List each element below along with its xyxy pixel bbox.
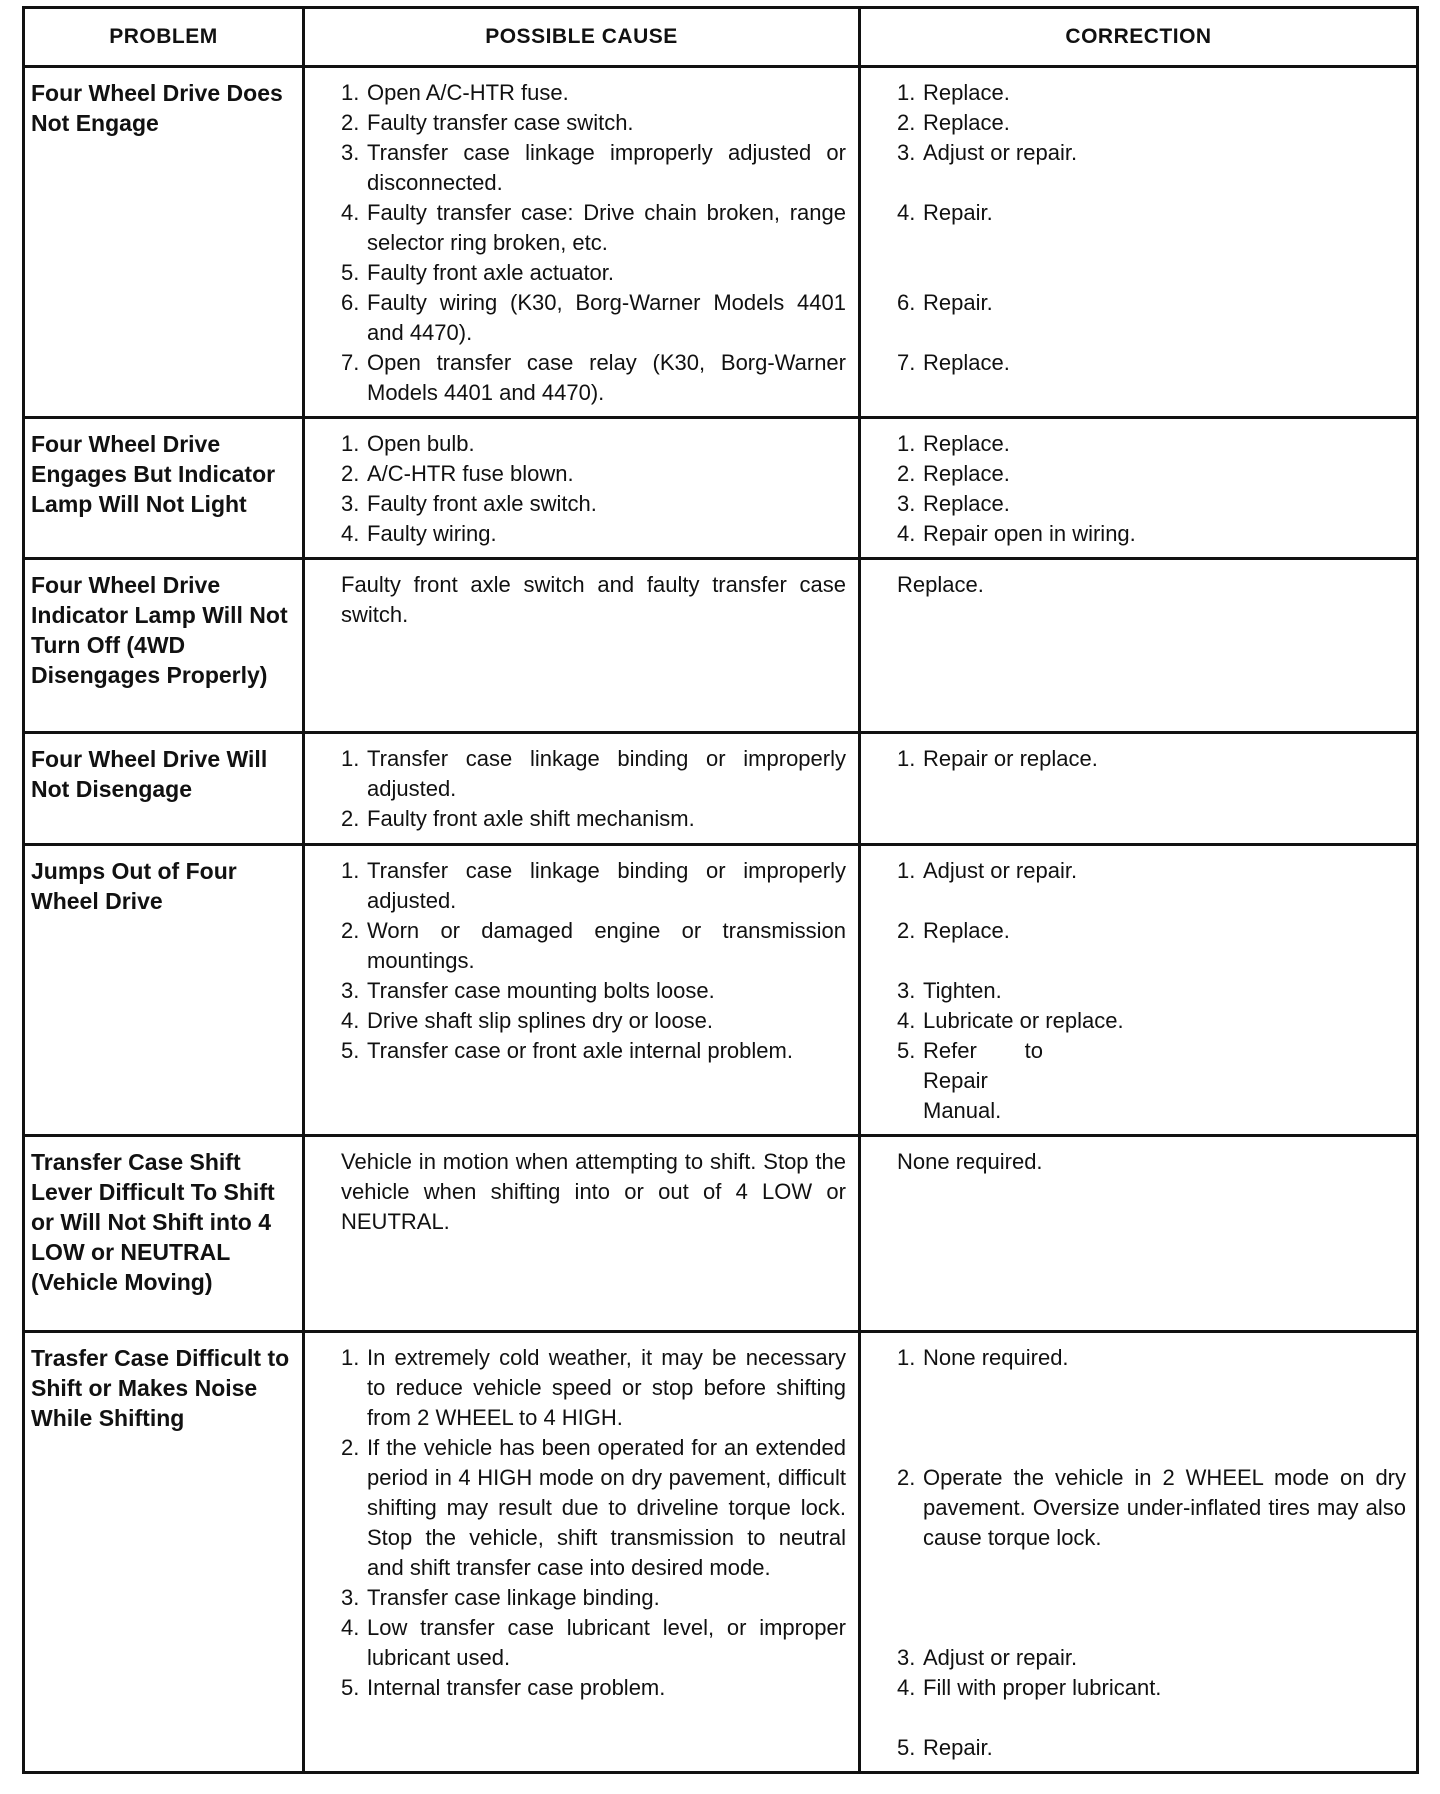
item-number: 3. <box>341 140 360 165</box>
item-number: 4. <box>897 521 916 546</box>
item-number: 5. <box>341 1675 360 1700</box>
problem-cell: Trasfer Case Difficult to Shift or Makes Noise While Shifting <box>24 1332 304 1773</box>
correction-item <box>897 1343 1406 1373</box>
cause-cell <box>304 733 860 845</box>
item-number: 1. <box>897 858 916 883</box>
item-text: Transfer case linkage binding or improperly adjusted. <box>367 746 846 801</box>
cause-item <box>341 916 846 976</box>
item-number: 7. <box>897 350 916 375</box>
item-number: 3. <box>341 978 360 1003</box>
correction-cell <box>860 418 1418 559</box>
item-number: 1. <box>341 858 360 883</box>
item-number: 3. <box>897 140 916 165</box>
item-text: Fill with proper lubricant. <box>923 1675 1162 1700</box>
correction-item <box>897 1006 1406 1036</box>
item-text: Open bulb. <box>367 431 475 456</box>
item-text: Faulty wiring. <box>367 521 497 546</box>
cause-item <box>341 1006 846 1036</box>
cause-item <box>341 1673 846 1703</box>
header-possible-cause: POSSIBLE CAUSE <box>304 8 860 67</box>
item-text: Repair. <box>923 290 993 315</box>
item-text: Replace. <box>923 491 1010 516</box>
item-number: 2. <box>897 1465 916 1490</box>
item-text: If the vehicle has been operated for an extended period in 4 HIGH mode on dry pavement, difficult shifting may result due to driveline torque lock. Stop the vehicle, shift transmission to neutral and shift transfer case into desired mode. <box>367 1435 846 1580</box>
header-problem: PROBLEM <box>24 8 304 67</box>
item-number: 3. <box>341 491 360 516</box>
troubleshooting-table <box>22 6 1419 1774</box>
item-text: Repair or replace. <box>923 746 1098 771</box>
item-text: Faulty front axle shift mechanism. <box>367 806 695 831</box>
cause-item <box>341 108 846 138</box>
cause-item <box>341 1036 846 1066</box>
item-number: 6. <box>341 290 360 315</box>
item-number: 1. <box>897 431 916 456</box>
cause-cell <box>304 1332 860 1773</box>
cause-cell <box>304 559 860 733</box>
item-number: 4. <box>897 1675 916 1700</box>
item-number: 6. <box>897 290 916 315</box>
cause-item <box>341 198 846 258</box>
item-text: Faulty wiring (K30, Borg-Warner Models 4401 and 4470). <box>367 290 846 345</box>
item-number: 5. <box>897 1038 916 1063</box>
correction-item <box>897 1733 1406 1763</box>
item-number: 2. <box>341 110 360 135</box>
item-text: Worn or damaged engine or transmission mountings. <box>367 918 846 973</box>
correction-cell <box>860 845 1418 1136</box>
item-number: 1. <box>341 80 360 105</box>
item-text: Transfer case linkage binding. <box>367 1585 660 1610</box>
cause-item <box>341 1583 846 1613</box>
cause-item <box>341 459 846 489</box>
correction-item <box>897 519 1406 549</box>
item-number: 2. <box>897 461 916 486</box>
item-text: Replace. <box>923 461 1010 486</box>
item-number: 5. <box>341 260 360 285</box>
problem-cell: Transfer Case Shift Lever Difficult To Shift or Will Not Shift into 4 LOW or NEUTRAL (Vehicle Moving) <box>24 1136 304 1332</box>
cause-item <box>341 744 846 804</box>
item-text: Faulty front axle actuator. <box>367 260 615 285</box>
item-text: Faulty transfer case: Drive chain broken, range selector ring broken, etc. <box>367 200 846 255</box>
troubleshooting-sheet <box>22 6 1416 1774</box>
item-number: 4. <box>341 1615 360 1640</box>
correction-text: None required. <box>897 1149 1043 1174</box>
correction-cell <box>860 1332 1418 1773</box>
item-number: 3. <box>341 1585 360 1610</box>
item-text: Replace. <box>923 431 1010 456</box>
item-number: 2. <box>897 918 916 943</box>
cause-cell <box>304 845 860 1136</box>
item-number: 2. <box>897 110 916 135</box>
problem-cell: Jumps Out of Four Wheel Drive <box>24 845 304 1136</box>
item-number: 1. <box>341 1345 360 1370</box>
correction-item <box>897 429 1406 459</box>
item-number: 3. <box>897 978 916 1003</box>
item-number: 4. <box>341 200 360 225</box>
cause-item <box>341 288 846 348</box>
item-number: 4. <box>897 1008 916 1033</box>
cause-item <box>341 429 846 459</box>
table-row <box>24 1332 1418 1773</box>
item-text: Replace. <box>923 110 1010 135</box>
correction-item <box>897 108 1406 138</box>
cause-item <box>341 348 846 408</box>
table-row <box>24 845 1418 1136</box>
item-number: 1. <box>341 431 360 456</box>
cause-item <box>341 976 846 1006</box>
item-text: Adjust or repair. <box>923 140 1078 165</box>
item-text: Transfer case or front axle internal problem. <box>367 1038 793 1063</box>
item-text: Low transfer case lubricant level, or improper lubricant used. <box>367 1615 846 1670</box>
cause-item <box>341 138 846 198</box>
correction-text: Replace. <box>897 572 984 597</box>
item-text: Refer to Repair Manual. <box>923 1038 1043 1123</box>
correction-cell <box>860 67 1418 418</box>
item-text: Repair. <box>923 1735 993 1760</box>
item-text: Faulty front axle switch. <box>367 491 597 516</box>
cause-item <box>341 1613 846 1673</box>
item-text: Replace. <box>923 918 1010 943</box>
item-text: Replace. <box>923 350 1010 375</box>
item-text: Repair open in wiring. <box>923 521 1136 546</box>
header-row <box>24 8 1418 67</box>
item-number: 3. <box>897 1645 916 1670</box>
correction-item <box>897 288 1406 318</box>
cause-item <box>341 489 846 519</box>
item-text: Open transfer case relay (K30, Borg-Warner Models 4401 and 4470). <box>367 350 846 405</box>
problem-cell: Four Wheel Drive Does Not Engage <box>24 67 304 418</box>
cause-item <box>341 78 846 108</box>
cause-item <box>341 519 846 549</box>
item-number: 3. <box>897 491 916 516</box>
correction-item <box>897 856 1406 886</box>
item-text: Drive shaft slip splines dry or loose. <box>367 1008 714 1033</box>
correction-item <box>897 1036 1043 1126</box>
item-text: In extremely cold weather, it may be necessary to reduce vehicle speed or stop before shifting from 2 WHEEL to 4 HIGH. <box>367 1345 846 1430</box>
correction-cell <box>860 1136 1418 1332</box>
correction-cell <box>860 733 1418 845</box>
problem-cell: Four Wheel Drive Engages But Indicator Lamp Will Not Light <box>24 418 304 559</box>
item-text: Open A/C-HTR fuse. <box>367 80 569 105</box>
item-text: Repair. <box>923 200 993 225</box>
cause-item <box>341 1433 846 1583</box>
correction-item <box>897 1463 1406 1553</box>
correction-item <box>897 744 1406 774</box>
correction-item <box>897 976 1406 1006</box>
problem-cell: Four Wheel Drive Will Not Disengage <box>24 733 304 845</box>
table-row <box>24 67 1418 418</box>
item-number: 1. <box>897 1345 916 1370</box>
item-text: Faulty transfer case switch. <box>367 110 634 135</box>
item-number: 4. <box>341 1008 360 1033</box>
cause-item <box>341 1343 846 1433</box>
item-number: 4. <box>897 200 916 225</box>
cause-cell <box>304 418 860 559</box>
item-text: Adjust or repair. <box>923 858 1078 883</box>
item-text: Lubricate or replace. <box>923 1008 1124 1033</box>
item-number: 4. <box>341 521 360 546</box>
correction-item <box>897 348 1406 378</box>
item-number: 1. <box>897 746 916 771</box>
table-row <box>24 418 1418 559</box>
table-row <box>24 559 1418 733</box>
cause-text: Faulty front axle switch and faulty transfer case switch. <box>341 572 846 627</box>
item-number: 2. <box>341 806 360 831</box>
correction-item <box>897 459 1406 489</box>
table-row <box>24 1136 1418 1332</box>
item-text: Tighten. <box>923 978 1002 1003</box>
correction-item <box>897 916 1406 946</box>
correction-item <box>897 138 1406 168</box>
cause-cell <box>304 1136 860 1332</box>
table-row <box>24 733 1418 845</box>
item-number: 5. <box>341 1038 360 1063</box>
correction-item <box>897 78 1406 108</box>
item-text: Operate the vehicle in 2 WHEEL mode on dry pavement. Oversize under-inflated tires may also cause torque lock. <box>923 1465 1406 1550</box>
correction-cell <box>860 559 1418 733</box>
correction-item <box>897 489 1406 519</box>
header-correction: CORRECTION <box>860 8 1418 67</box>
cause-item <box>341 258 846 288</box>
item-number: 1. <box>341 746 360 771</box>
correction-item <box>897 1673 1406 1703</box>
correction-item <box>897 1643 1406 1673</box>
item-number: 2. <box>341 1435 360 1460</box>
item-number: 1. <box>897 80 916 105</box>
item-text: A/C-HTR fuse blown. <box>367 461 574 486</box>
item-text: None required. <box>923 1345 1069 1370</box>
item-text: Adjust or repair. <box>923 1645 1078 1670</box>
cause-cell <box>304 67 860 418</box>
item-number: 2. <box>341 461 360 486</box>
item-text: Transfer case linkage improperly adjusted or disconnected. <box>367 140 846 195</box>
item-number: 5. <box>897 1735 916 1760</box>
item-number: 2. <box>341 918 360 943</box>
problem-cell: Four Wheel Drive Indicator Lamp Will Not Turn Off (4WD Disengages Properly) <box>24 559 304 733</box>
cause-item <box>341 804 846 834</box>
item-text: Transfer case linkage binding or improperly adjusted. <box>367 858 846 913</box>
item-text: Internal transfer case problem. <box>367 1675 666 1700</box>
correction-item <box>897 198 1406 228</box>
item-text: Transfer case mounting bolts loose. <box>367 978 715 1003</box>
item-text: Replace. <box>923 80 1010 105</box>
cause-item <box>341 856 846 916</box>
cause-text: Vehicle in motion when attempting to shift. Stop the vehicle when shifting into or out of 4 LOW or NEUTRAL. <box>341 1149 846 1234</box>
item-number: 7. <box>341 350 360 375</box>
